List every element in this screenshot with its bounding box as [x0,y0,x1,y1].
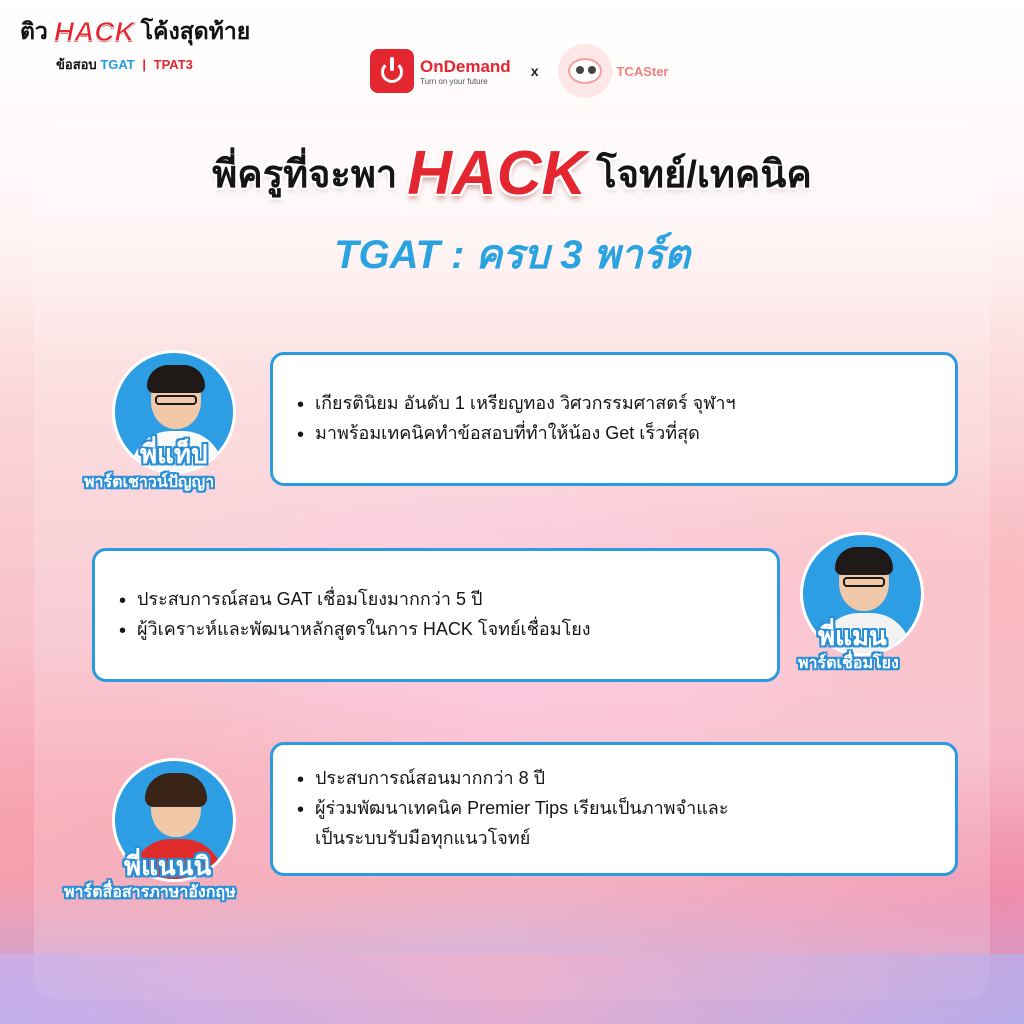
headline-part2: โจทย์/เทคนิค [596,154,812,196]
subheadline: TGAT : ครบ 3 พาร์ต [334,233,690,277]
power-icon [370,49,414,93]
brand-suffix: โค้งสุดท้าย [140,18,251,44]
brand-tpat: TPAT3 [153,57,193,72]
teacher-nickname: พี่แนนนิ [124,851,212,881]
headline-part1: พี่ครูที่จะพา [212,154,398,196]
headline [0,138,1024,209]
teacher-card [270,742,958,876]
bullet-text: ผู้ร่วมพัฒนาเทคนิค Premier Tips เรียนเป็นภาพจำและ [315,798,729,819]
tcaster-logo [558,44,668,98]
brand-tgat: TGAT [100,57,135,72]
brand-logo [20,14,250,75]
brand-prefix: ติว [20,18,48,44]
brand-hack: HACK [53,16,135,47]
teacher-nickname: พี่แมน [818,621,887,651]
bullet-text-continued: เป็นระบบรับมือทุกแนวโจทย์ [315,827,531,848]
bullet-item: • มาพร้อมเทคนิคทำข้อสอบที่ทำให้น้อง Get เร็วที่สุด [297,419,931,449]
teacher-nickname: พี่แท็ป [140,439,208,469]
teacher-part: พาร์ตเชาวน์ปัญญา [84,474,215,491]
teacher-part: พาร์ตสื่อสารภาษาอังกฤษ [64,884,236,901]
teacher-card [92,548,780,682]
brand-title [20,14,250,50]
partner-logos [370,44,669,98]
bottom-band [0,954,1024,1024]
bullet-item [297,794,931,853]
bullet-item: • ประสบการณ์สอน GAT เชื่อมโยงมากกว่า 5 ปี [119,585,753,615]
bullet-item: • เกียรตินิยม อันดับ 1 เหรียญทอง วิศวกรรมศาสตร์ จุฬาฯ [297,389,931,419]
tcaster-name: TCASter [616,63,669,79]
headline-hack: HACK [407,139,587,208]
brand-separator: | [142,57,147,72]
teacher-card [270,352,958,486]
teacher-part: พาร์ตเชื่อมโยง [798,655,899,672]
ondemand-tagline: Turn on your future [420,76,488,86]
bullet-item: • ผู้วิเคราะห์และพัฒนาหลักสูตรในการ HACK โจทย์เชื่อมโยง [119,615,753,645]
brand-subtitle [56,54,250,75]
ondemand-name: OnDemand [420,56,511,76]
ondemand-logo [370,49,511,93]
robot-mascot-icon [558,44,612,98]
bullet-item: • ประสบการณ์สอนมากกว่า 8 ปี [297,764,931,794]
brand-exam-prefix: ข้อสอบ [56,57,97,72]
partner-separator: x [530,63,539,79]
